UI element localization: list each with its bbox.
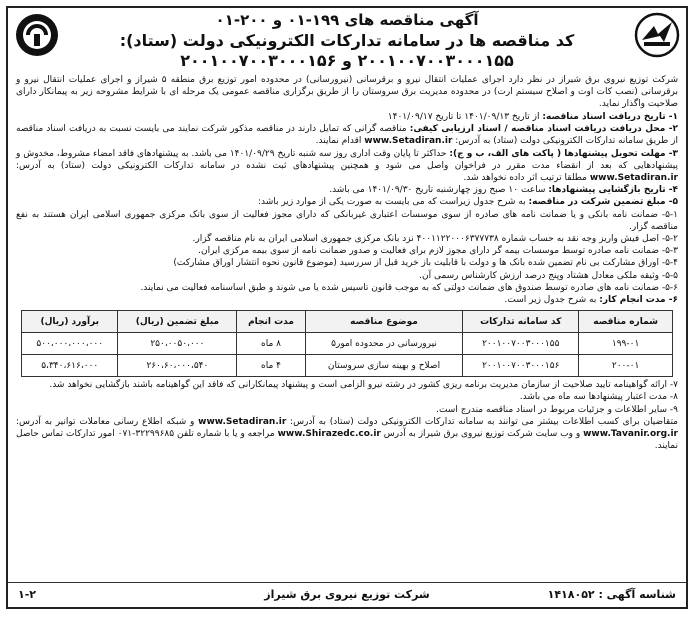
- list-item: ۷- ارائه گواهینامه تایید صلاحیت از سازمان مدیریت برنامه ریزی کشور در رشته نیرو الزامی است و پیشنهاد پیمانکارانی که فاقد این گواهینامه باشند بازگشایی نخواهد شد.: [49, 380, 678, 391]
- table-cell: ۲۰۰۱۰۰۷۰۰۳۰۰۰۱۵۶: [463, 355, 579, 377]
- list-item: ۵- مبلغ تضمین شرکت در مناقصه: به شرح جدول زیراست که می بایست به صورت یکی از موارد زیر باشد:: [257, 197, 678, 208]
- tender-table: [21, 310, 673, 377]
- table-cell: ۱۹۹-۰۱: [579, 333, 673, 355]
- intro-paragraph: شرکت توزیع نیروی برق شیراز در نظر دارد اجرای عملیات انتقال نیرو و برقرسانی (نیرورسانی) در محدوده امور توزیع برق منطقه ۵ شیراز و اجرای عملیات انتقال نیرو و برقرسانی (نصب کات اوت و اصلاح سیستم ارت) در محدوده مدیریت برق سروستان را از طریق برگزاری مناقصه عمومی یک مرحله ای با شرایط مشروحه زیر به پیمانکار دارای صلاحیت واگذار نماید.: [16, 75, 678, 109]
- tender-codes: ۲۰۰۱۰۰۷۰۰۳۰۰۰۱۵۵ و ۲۰۰۱۰۰۷۰۰۳۰۰۰۱۵۶: [180, 51, 514, 70]
- col-header: شماره مناقصه: [579, 311, 673, 333]
- table-cell: ۲۰۰۱۰۰۷۰۰۳۰۰۰۱۵۵: [463, 333, 579, 355]
- table-cell: ۲۵۰،۰۰۵۰،۰۰۰: [118, 333, 237, 355]
- tavanir-logo-icon: [14, 12, 60, 58]
- contact-paragraph: متقاضیان برای کسب اطلاعات بیشتر می توانند به سامانه تدارکات الکترونیکی دولت (ستاد) به آدرس: www.Setadiran.ir و شبکه اطلاع رسانی معاملات توانیر به آدرس: www.Tavanir.org.ir و وب سایت شرکت توزیع نیروی برق شیراز به آدرس www.Shirazedc.co.ir مراجعه و یا با شماره تلفن ۳۲۲۹۹۶۸۵-۰۷۱ امور تدارکات تماس حاصل نمایند.: [16, 416, 678, 452]
- page-number: ۱-۲: [18, 588, 36, 601]
- setad-link[interactable]: www.Setadiran.ir: [364, 136, 453, 147]
- col-header: برآورد (ریال): [22, 311, 118, 333]
- list-item: ۵-۳- ضمانت نامه صادره توسط موسسات بیمه گر دارای مجوز لازم برای فعالیت و صدور ضمانت نامه از سوی بیمه مرکزی ایران.: [198, 246, 678, 257]
- list-item: ۵-۲- اصل فیش واریز وجه نقد به حساب شماره ۴۰۰۱۱۲۲۰۰۰۶۳۷۷۷۳۸ نزد بانک مرکزی جمهوری اسلامی ایران به نام مناقصه گزار.: [192, 234, 678, 245]
- tavanir-link[interactable]: www.Tavanir.org.ir: [583, 429, 678, 440]
- table-cell: ۸ ماه: [237, 333, 305, 355]
- shirazedc-link[interactable]: www.Shirazedc.co.ir: [277, 429, 381, 440]
- table-row: [22, 355, 673, 377]
- notice-title: آگهی مناقصه های ۱۹۹-۰۱ و ۲۰۰-۰۱: [215, 11, 479, 29]
- notice-header: [66, 8, 628, 71]
- table-cell: اصلاح و بهینه سازی سروستان: [305, 355, 463, 377]
- table-cell: ۵،۳۴۰،۶۱۶،۰۰۰: [22, 355, 118, 377]
- setad-link[interactable]: www.Setadiran.ir: [198, 416, 287, 427]
- company-logo-icon: [634, 12, 680, 58]
- list-item: ۱- تاریخ دریافت اسناد مناقصه: از تاریخ ۱۴۰۱/۰۹/۱۳ تا تاریخ ۱۴۰۱/۰۹/۱۷: [387, 112, 678, 122]
- col-header: مبلغ تضمین (ریال): [118, 311, 237, 333]
- notice-subtitle: کد مناقصه ها در سامانه تدارکات الکترونیکی دولت (ستاد):: [119, 31, 575, 50]
- list-item: ۸- مدت اعتبار پیشنهادها سه ماه می باشد.: [519, 392, 678, 403]
- table-cell: ۲۰۰-۰۱: [579, 355, 673, 377]
- conditions-list: [8, 111, 686, 306]
- ad-number: شناسه آگهی : ۱۴۱۸۰۵۲: [547, 588, 676, 601]
- list-item: ۹- سایر اطلاعات و جزئیات مربوط در اسناد مناقصه مندرج است.: [436, 404, 678, 415]
- col-header: موضوع مناقصه: [305, 311, 463, 333]
- table-cell: ۴ ماه: [237, 355, 305, 377]
- bottom-bar: [8, 582, 686, 607]
- list-item: ۴- تاریخ بازگشایی پیشنهادها: ساعت ۱۰ صبح روز چهارشنبه تاریخ ۱۴۰۱/۰۹/۳۰ می باشد.: [329, 185, 678, 196]
- list-item: ۵-۱- ضمانت نامه بانکی و یا ضمانت نامه های صادره از سوی موسسات اعتباری غیربانکی که دارای مجوز فعالیت از سوی بانک مرکزی جمهوری اسلامی ایران هستند به نفع مناقصه گزار.: [16, 209, 678, 232]
- table-header-row: [22, 311, 673, 333]
- list-item: ۵-۵- وثیقه ملکی معادل هشتاد وپنج درصد ارزش کارشناس رسمی آن.: [419, 270, 678, 281]
- tender-notice: [6, 6, 688, 609]
- col-header: مدت انجام: [237, 311, 305, 333]
- table-row: [22, 333, 673, 355]
- list-item: ۵-۴- اوراق مشارکت بی نام تضمین شده بانک ها و دولت با قابلیت باز خرید قبل از سررسید (موضوع قانون نحوه انتشار اوراق مشارکت): [173, 258, 678, 269]
- table-cell: ۵۰۰،۰۰۰،۰۰۰،۰۰۰: [22, 333, 118, 355]
- list-item: ۲- محل دریافت دریافت اسناد مناقصه / اسناد ارزیابی کیفی: مناقصه گرانی که تمایل دارند در مناقصه مذکور شرکت نمایند می بایست نسبت به دریافت اسناد مناقصه از طریق سامانه تدارکات الکترونیکی دولت (ستاد) به آدرس: www.Setadiran.ir اقدام نمایند.: [16, 124, 678, 147]
- col-header: کد سامانه تدارکات: [463, 311, 579, 333]
- footer-notes: [8, 379, 686, 452]
- table-cell: نیرورسانی در محدوده امور۵: [305, 333, 463, 355]
- list-item: ۵-۶- ضمانت نامه های صادره توسط صندوق های ضمانت دولتی که به موجب قانون تاسیس شده یا می شوند و طبق اساسنامه فعالیت می نمایند.: [140, 282, 678, 293]
- setad-link[interactable]: www.Setadiran.ir: [589, 173, 678, 184]
- table-cell: ۲۶۰،۶۰،۰۰۰،۵۴۰: [118, 355, 237, 377]
- company-name: شرکت توزیع نیروی برق شیراز: [264, 588, 430, 601]
- list-item: ۶- مدت انجام کار: به شرح جدول زیر است.: [504, 295, 678, 306]
- list-item: ۳- مهلت تحویل پیشنهادها ( پاکت های الف، ب و ج): حداکثر تا پایان وقت اداری روز سه شنبه تاریخ ۱۴۰۱/۰۹/۲۹ می باشد. به پیشنهادهای فاقد امضاء مشروط، مخدوش و پیشنهادهایی که بعد از انقضاء مدت مقرر در فراخوان واصل می شود و همچنین پیشنهادهای ثبت نشده در سامانه تدارکات الکترونیکی دولت (ستاد) به آدرس: www.Setadiran.ir مطلقا ترتیب اثر داده نخواهد شد.: [16, 148, 679, 184]
